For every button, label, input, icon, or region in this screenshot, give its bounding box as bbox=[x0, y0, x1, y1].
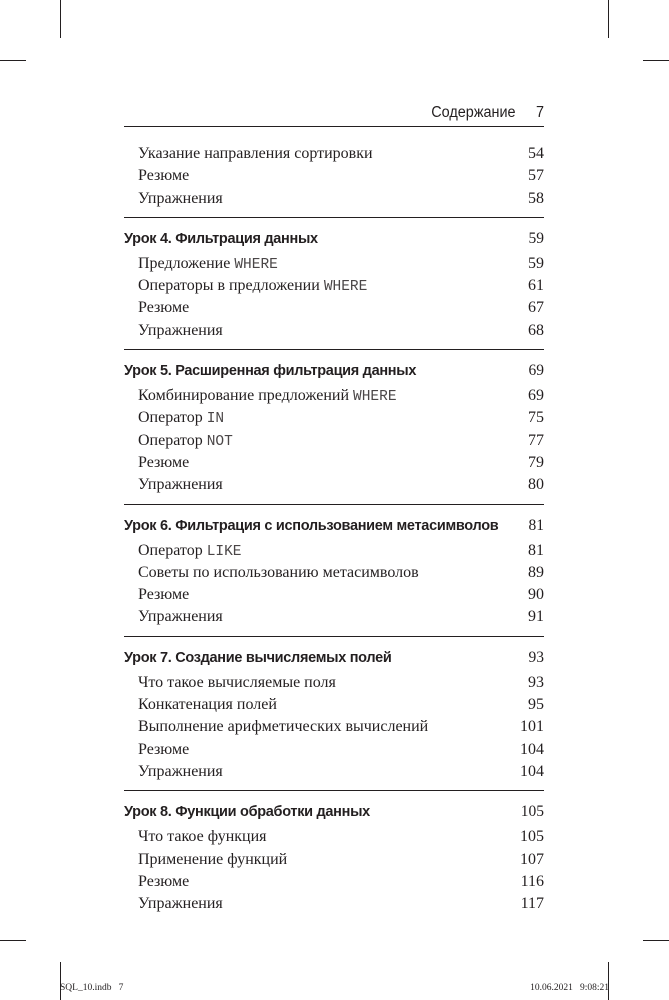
entry-text: Комбинирование предложений bbox=[138, 387, 354, 405]
entry-text: Оператор bbox=[138, 431, 207, 449]
toc-entry-page: 54 bbox=[528, 145, 544, 162]
lesson-page: 93 bbox=[528, 648, 544, 666]
toc-entry[interactable] bbox=[124, 761, 544, 783]
lesson-title: Урок 8. Функции обработки данных bbox=[124, 804, 370, 821]
footer-timestamp: 10.06.2021 9:08:21 bbox=[530, 983, 609, 993]
lesson-heading[interactable] bbox=[124, 514, 544, 538]
toc-entry-page: 116 bbox=[520, 872, 544, 890]
code-keyword: LIKE bbox=[206, 543, 242, 560]
toc-entry-page: 69 bbox=[528, 387, 544, 405]
toc-entry-title: Резюме bbox=[138, 453, 190, 471]
toc-entry[interactable] bbox=[124, 474, 544, 496]
lesson-page: 81 bbox=[528, 516, 544, 534]
toc-entry-title bbox=[138, 253, 278, 276]
toc-section-lesson-8 bbox=[124, 800, 544, 922]
toc-entry[interactable] bbox=[124, 540, 544, 562]
toc-entry-page: 105 bbox=[520, 828, 544, 846]
toc-entry[interactable] bbox=[124, 165, 544, 187]
toc-entry-title: Упражнения bbox=[138, 895, 223, 913]
toc-section-lesson-4 bbox=[124, 227, 544, 350]
toc-entry[interactable] bbox=[124, 407, 544, 429]
toc-entry-title: Указание направления сортировки bbox=[138, 145, 373, 162]
crop-mark bbox=[608, 0, 609, 38]
table-of-contents bbox=[124, 143, 544, 931]
code-keyword: NOT bbox=[206, 433, 233, 450]
entry-text: Операторы в предложении bbox=[138, 277, 324, 295]
entry-text: Оператор bbox=[138, 541, 207, 559]
code-keyword: WHERE bbox=[353, 389, 397, 406]
toc-entry[interactable] bbox=[124, 739, 544, 761]
toc-entry-title bbox=[138, 407, 224, 430]
toc-entry-page: 107 bbox=[520, 850, 544, 868]
crop-mark bbox=[643, 940, 669, 941]
page-number: 7 bbox=[535, 104, 544, 121]
toc-entry-title bbox=[138, 430, 233, 453]
toc-section-lesson-5 bbox=[124, 359, 544, 504]
running-head bbox=[153, 102, 544, 124]
toc-entry-title: Выполнение арифметических вычислений bbox=[138, 718, 429, 736]
code-keyword: WHERE bbox=[323, 279, 368, 296]
toc-entry[interactable] bbox=[124, 606, 544, 628]
toc-section-lesson-7 bbox=[124, 646, 544, 791]
toc-entry-title bbox=[138, 385, 397, 408]
code-keyword: IN bbox=[206, 411, 225, 428]
toc-entry[interactable] bbox=[124, 253, 544, 275]
toc-entry-page: 79 bbox=[528, 453, 544, 471]
toc-entry-title: Упражнения bbox=[138, 476, 223, 494]
toc-entry-title: Что такое функция bbox=[138, 828, 267, 846]
toc-entry-page: 58 bbox=[528, 189, 544, 207]
lesson-heading[interactable] bbox=[124, 800, 544, 824]
crop-mark bbox=[608, 962, 609, 1000]
footer-file-slug: SQL_10.indb 7 bbox=[60, 983, 124, 993]
toc-entry[interactable] bbox=[124, 716, 544, 738]
toc-entry[interactable] bbox=[124, 143, 544, 165]
lesson-heading[interactable] bbox=[124, 227, 544, 251]
toc-entry-title: Упражнения bbox=[138, 189, 223, 207]
toc-entry[interactable] bbox=[124, 562, 544, 584]
toc-entry[interactable] bbox=[124, 188, 544, 210]
toc-entry-page: 101 bbox=[520, 718, 544, 736]
toc-entry[interactable] bbox=[124, 584, 544, 606]
toc-entry-page: 90 bbox=[528, 586, 544, 604]
crop-mark bbox=[0, 940, 26, 941]
toc-entry[interactable] bbox=[124, 385, 544, 407]
toc-entry-page: 93 bbox=[528, 673, 544, 691]
toc-entry-title bbox=[138, 275, 367, 298]
toc-entry[interactable] bbox=[124, 452, 544, 474]
toc-entry[interactable] bbox=[124, 275, 544, 297]
toc-entry-page: 81 bbox=[528, 541, 544, 559]
toc-entry-page: 61 bbox=[528, 277, 544, 295]
toc-entry-title: Упражнения bbox=[138, 762, 223, 780]
lesson-page: 105 bbox=[520, 803, 544, 821]
lesson-title: Урок 4. Фильтрация данных bbox=[124, 230, 318, 247]
toc-entry[interactable] bbox=[124, 871, 544, 893]
toc-entry-title: Упражнения bbox=[138, 608, 223, 626]
lesson-heading[interactable] bbox=[124, 646, 544, 670]
toc-entry-title: Резюме bbox=[138, 167, 190, 185]
lesson-page: 69 bbox=[528, 362, 544, 380]
toc-entry-title: Резюме bbox=[138, 299, 190, 317]
toc-entry-title: Конкатенация полей bbox=[138, 696, 277, 714]
header-rule bbox=[124, 126, 544, 127]
toc-entry-page: 80 bbox=[528, 476, 544, 494]
toc-section-lesson-3-tail bbox=[124, 143, 544, 218]
toc-entry-page: 104 bbox=[520, 740, 544, 758]
toc-entry-page: 57 bbox=[528, 167, 544, 185]
toc-section-lesson-6 bbox=[124, 514, 544, 637]
toc-entry-page: 75 bbox=[528, 409, 544, 427]
toc-entry-page: 59 bbox=[528, 254, 544, 272]
toc-entry-page: 77 bbox=[528, 431, 544, 449]
crop-mark bbox=[60, 0, 61, 38]
lesson-heading[interactable] bbox=[124, 359, 544, 383]
lesson-page: 59 bbox=[528, 229, 544, 247]
toc-entry-title: Резюме bbox=[138, 740, 190, 758]
toc-entry-page: 89 bbox=[528, 563, 544, 581]
entry-text: Оператор bbox=[138, 409, 207, 427]
entry-text: Предложение bbox=[138, 254, 235, 272]
toc-entry-title: Советы по использованию метасимволов bbox=[138, 563, 419, 581]
lesson-title: Урок 5. Расширенная фильтрация данных bbox=[124, 363, 417, 380]
crop-mark bbox=[0, 60, 26, 61]
toc-entry[interactable] bbox=[124, 672, 544, 694]
toc-entry-title: Резюме bbox=[138, 586, 190, 604]
toc-entry-title: Резюме bbox=[138, 872, 190, 890]
crop-mark bbox=[643, 60, 669, 61]
toc-entry[interactable] bbox=[124, 320, 544, 342]
toc-entry-page: 91 bbox=[528, 608, 544, 626]
toc-entry-page: 95 bbox=[528, 696, 544, 714]
running-head-title: Содержание bbox=[431, 104, 516, 121]
toc-entry[interactable] bbox=[124, 694, 544, 716]
crop-mark bbox=[60, 962, 61, 1000]
toc-entry[interactable] bbox=[124, 430, 544, 452]
code-keyword: WHERE bbox=[234, 256, 278, 273]
toc-entry-page: 104 bbox=[520, 762, 544, 780]
toc-entry-title: Применение функций bbox=[138, 850, 288, 868]
toc-entry[interactable] bbox=[124, 893, 544, 915]
toc-entry-page: 67 bbox=[528, 299, 544, 317]
lesson-title: Урок 6. Фильтрация с использованием метасимволов bbox=[124, 517, 499, 534]
toc-entry[interactable] bbox=[124, 297, 544, 319]
toc-entry[interactable] bbox=[124, 826, 544, 848]
toc-entry-title bbox=[138, 540, 242, 563]
toc-entry[interactable] bbox=[124, 849, 544, 871]
toc-entry-page: 117 bbox=[520, 895, 544, 913]
toc-entry-page: 68 bbox=[528, 321, 544, 339]
toc-entry-title: Что такое вычисляемые поля bbox=[138, 673, 336, 691]
lesson-title: Урок 7. Создание вычисляемых полей bbox=[124, 649, 392, 666]
toc-entry-title: Упражнения bbox=[138, 321, 223, 339]
